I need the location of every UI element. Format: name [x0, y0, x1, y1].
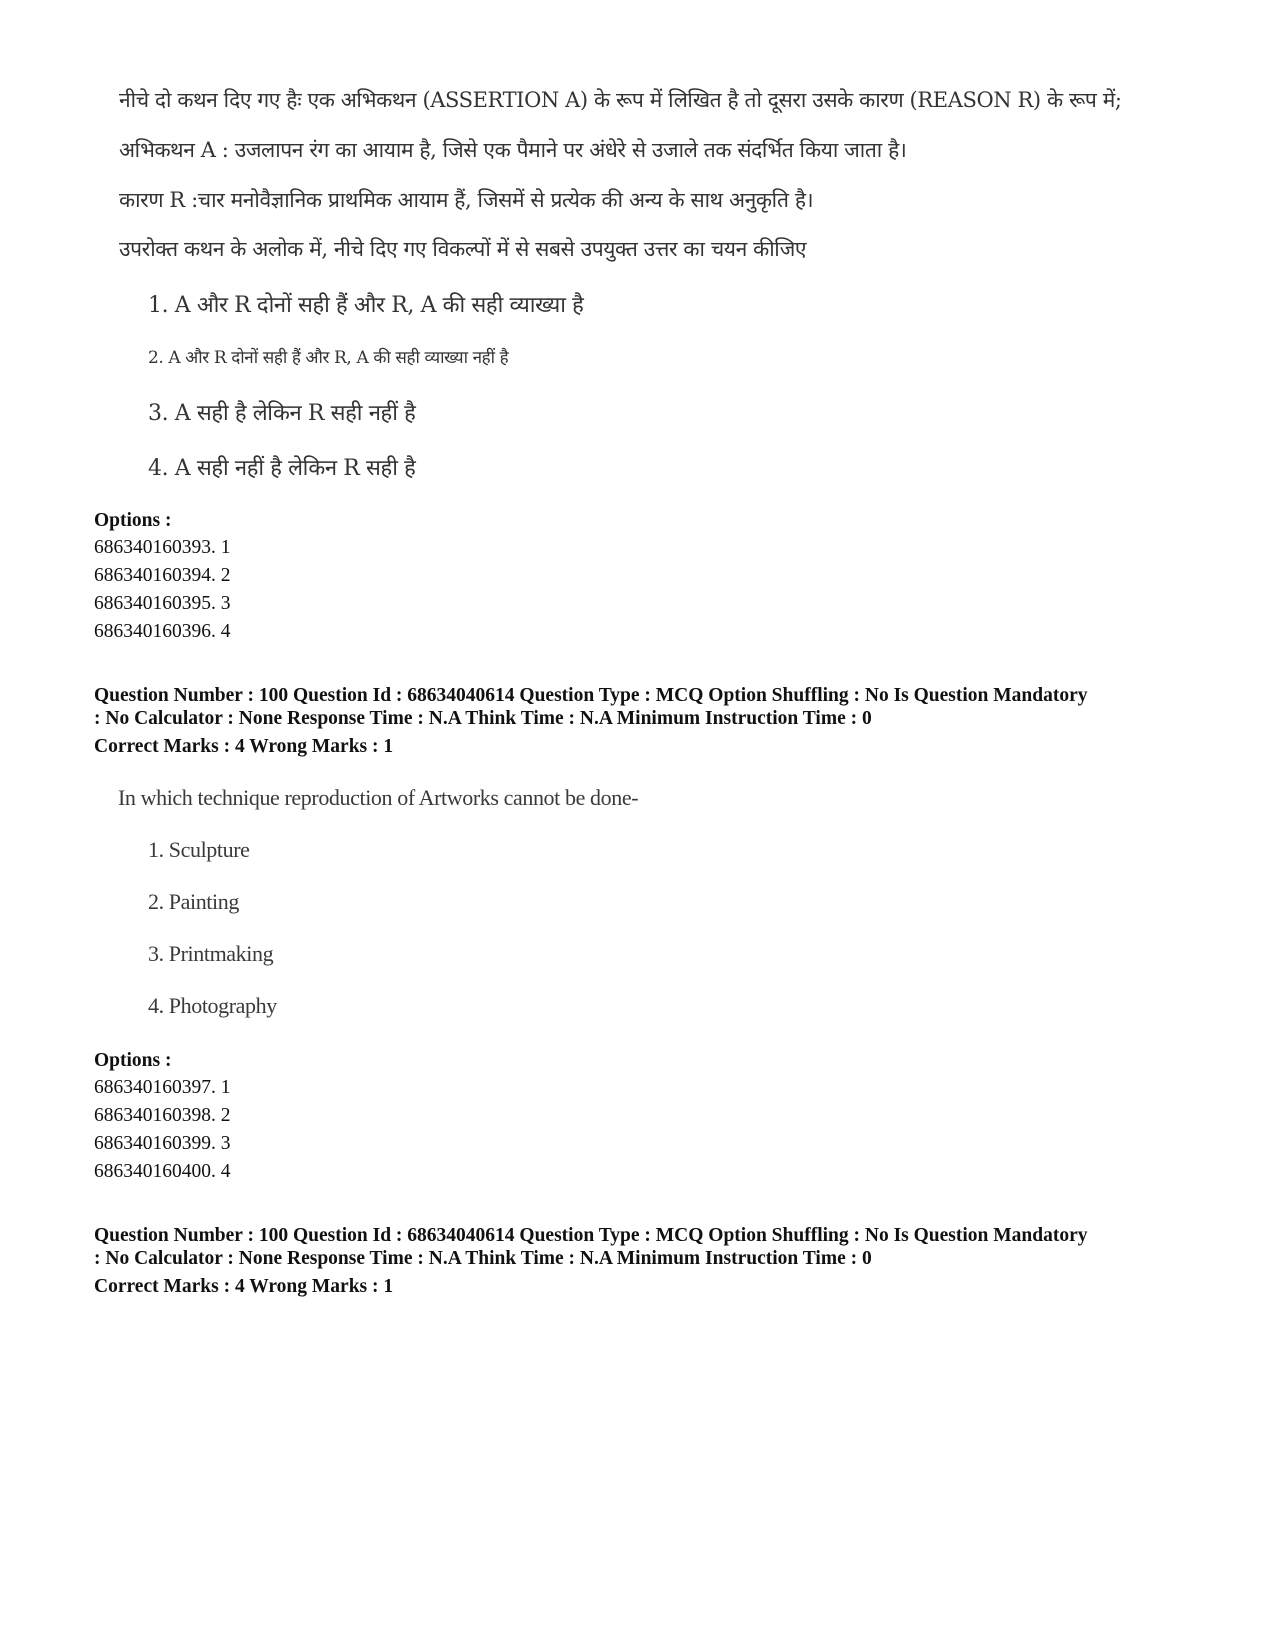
question-meta-line: Question Number : 100 Question Id : 68634040614 Question Type : MCQ Option Shuffling : No Is Question Mandatory	[94, 1225, 1088, 1246]
question-statement-line: कारण R :चार मनोवैज्ञानिक प्राथमिक आयाम हैं, जिसमें से प्रत्येक की अन्य के साथ अनुकृति है।	[119, 188, 814, 212]
question-choice: 3. Printmaking	[148, 941, 274, 966]
option-id: 686340160400. 4	[94, 1161, 231, 1182]
options-label: Options :	[94, 1050, 172, 1071]
question-marks: Correct Marks : 4 Wrong Marks : 1	[94, 1276, 394, 1297]
option-id: 686340160393. 1	[94, 537, 231, 558]
question-choice: 3. A सही है लेकिन R सही नहीं है	[148, 401, 416, 426]
question-meta-line: : No Calculator : None Response Time : N.A Think Time : N.A Minimum Instruction Time : 0	[94, 708, 872, 729]
question-choice: 4. A सही नहीं है लेकिन R सही है	[148, 456, 416, 481]
question-choice: 1. A और R दोनों सही हैं और R, A की सही व्याख्या है	[148, 293, 584, 318]
option-id: 686340160399. 3	[94, 1133, 231, 1154]
question-marks: Correct Marks : 4 Wrong Marks : 1	[94, 736, 394, 757]
question-choice: 4. Photography	[148, 993, 277, 1018]
options-label: Options :	[94, 510, 172, 531]
question-meta-line: : No Calculator : None Response Time : N.A Think Time : N.A Minimum Instruction Time : 0	[94, 1248, 872, 1269]
question-statement-line: अभिकथन A : उजलापन रंग का आयाम है, जिसे एक पैमाने पर अंधेरे से उजाले तक संदर्भित किया जाता है।	[119, 138, 907, 162]
question-stem: In which technique reproduction of Artworks cannot be done-	[118, 785, 639, 810]
question-meta-line: Question Number : 100 Question Id : 68634040614 Question Type : MCQ Option Shuffling : No Is Question Mandatory	[94, 685, 1088, 706]
question-statement-line: उपरोक्त कथन के अलोक में, नीचे दिए गए विकल्पों में से सबसे उपयुक्त उत्तर का चयन कीजिए	[119, 237, 807, 261]
question-statement-line: नीचे दो कथन दिए गए हैः एक अभिकथन (ASSERTION A) के रूप में लिखित है तो दूसरा उसके कारण (REASON R) के रूप में;	[119, 88, 1122, 112]
option-id: 686340160395. 3	[94, 593, 231, 614]
option-id: 686340160398. 2	[94, 1105, 231, 1126]
question-choice: 2. A और R दोनों सही हैं और R, A की सही व्याख्या नहीं है	[148, 348, 509, 368]
question-choice: 2. Painting	[148, 889, 239, 914]
option-id: 686340160394. 2	[94, 565, 231, 586]
option-id: 686340160396. 4	[94, 621, 231, 642]
question-choice: 1. Sculpture	[148, 837, 250, 862]
option-id: 686340160397. 1	[94, 1077, 231, 1098]
